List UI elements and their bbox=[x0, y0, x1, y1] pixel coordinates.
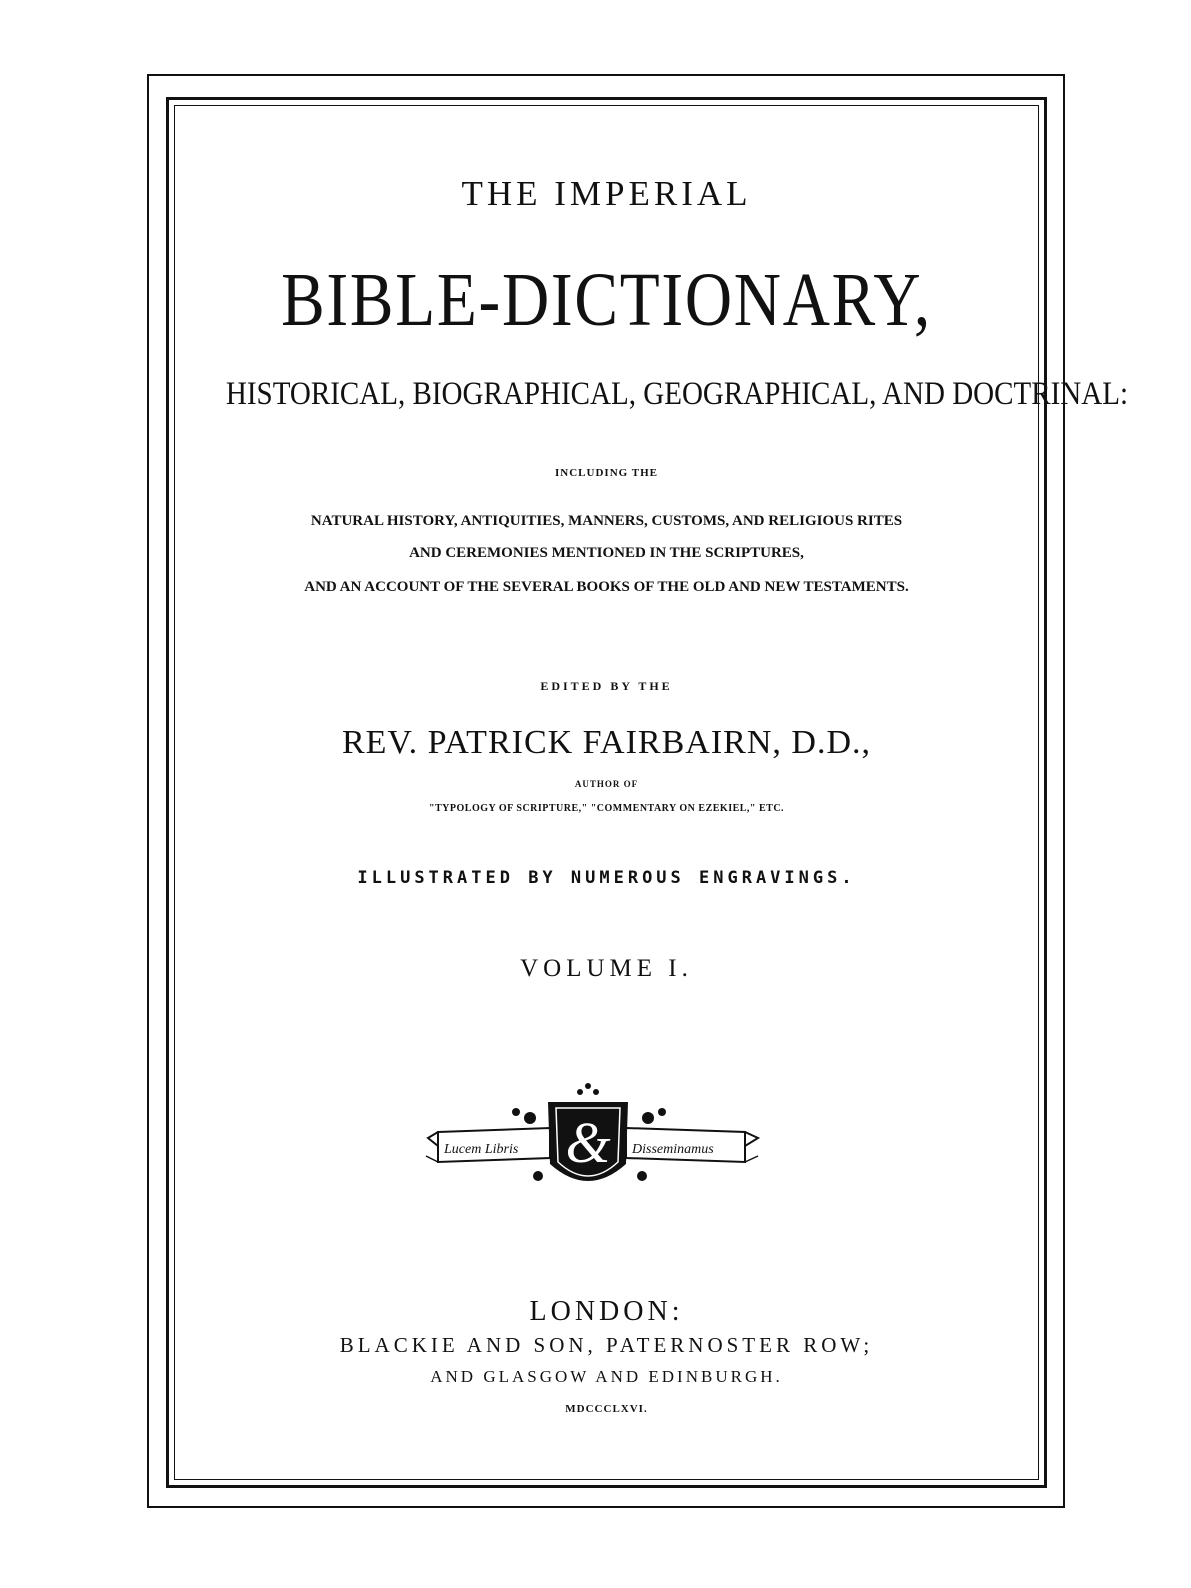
main-title: BIBLE-DICTIONARY, bbox=[281, 258, 932, 342]
edited-by-label: EDITED BY THE bbox=[540, 679, 673, 693]
imprint-publisher: BLACKIE AND SON, PATERNOSTER ROW; bbox=[339, 1333, 874, 1357]
publisher-device-emblem-icon bbox=[420, 1078, 770, 1198]
device-motto-right: Disseminamus bbox=[632, 1142, 714, 1157]
imprint-publisher-cities: AND GLASGOW AND EDINBURGH. bbox=[430, 1367, 783, 1386]
author-of-label: AUTHOR OF bbox=[574, 779, 639, 789]
including-label: INCLUDING THE bbox=[555, 467, 658, 479]
editor-works: "TYPOLOGY OF SCRIPTURE," "COMMENTARY ON EZEKIEL," ETC. bbox=[428, 803, 785, 814]
publisher-device-emblem-graphic bbox=[420, 1078, 770, 1198]
illustrated-note: ILLUSTRATED BY NUMEROUS ENGRAVINGS. bbox=[357, 868, 856, 888]
subtitle: HISTORICAL, BIOGRAPHICAL, GEOGRAPHICAL, AND DOCTRINAL: bbox=[225, 376, 1129, 412]
editor-name: REV. PATRICK FAIRBAIRN, D.D., bbox=[341, 724, 872, 761]
imprint-city: LONDON: bbox=[529, 1296, 684, 1327]
device-motto-left: Lucem Libris bbox=[444, 1142, 519, 1157]
imprint-year: MDCCCLXVI. bbox=[565, 1403, 648, 1415]
description-line-3: AND AN ACCOUNT OF THE SEVERAL BOOKS OF THE OLD AND NEW TESTAMENTS. bbox=[304, 579, 909, 595]
svg-text:&: & bbox=[565, 1110, 611, 1175]
volume-label: VOLUME I. bbox=[520, 955, 693, 982]
description-line-1: NATURAL HISTORY, ANTIQUITIES, MANNERS, CUSTOMS, AND RELIGIOUS RITES bbox=[310, 513, 903, 529]
description-line-2: AND CEREMONIES MENTIONED IN THE SCRIPTURES, bbox=[409, 545, 804, 561]
title-line-1: THE IMPERIAL bbox=[461, 174, 752, 213]
